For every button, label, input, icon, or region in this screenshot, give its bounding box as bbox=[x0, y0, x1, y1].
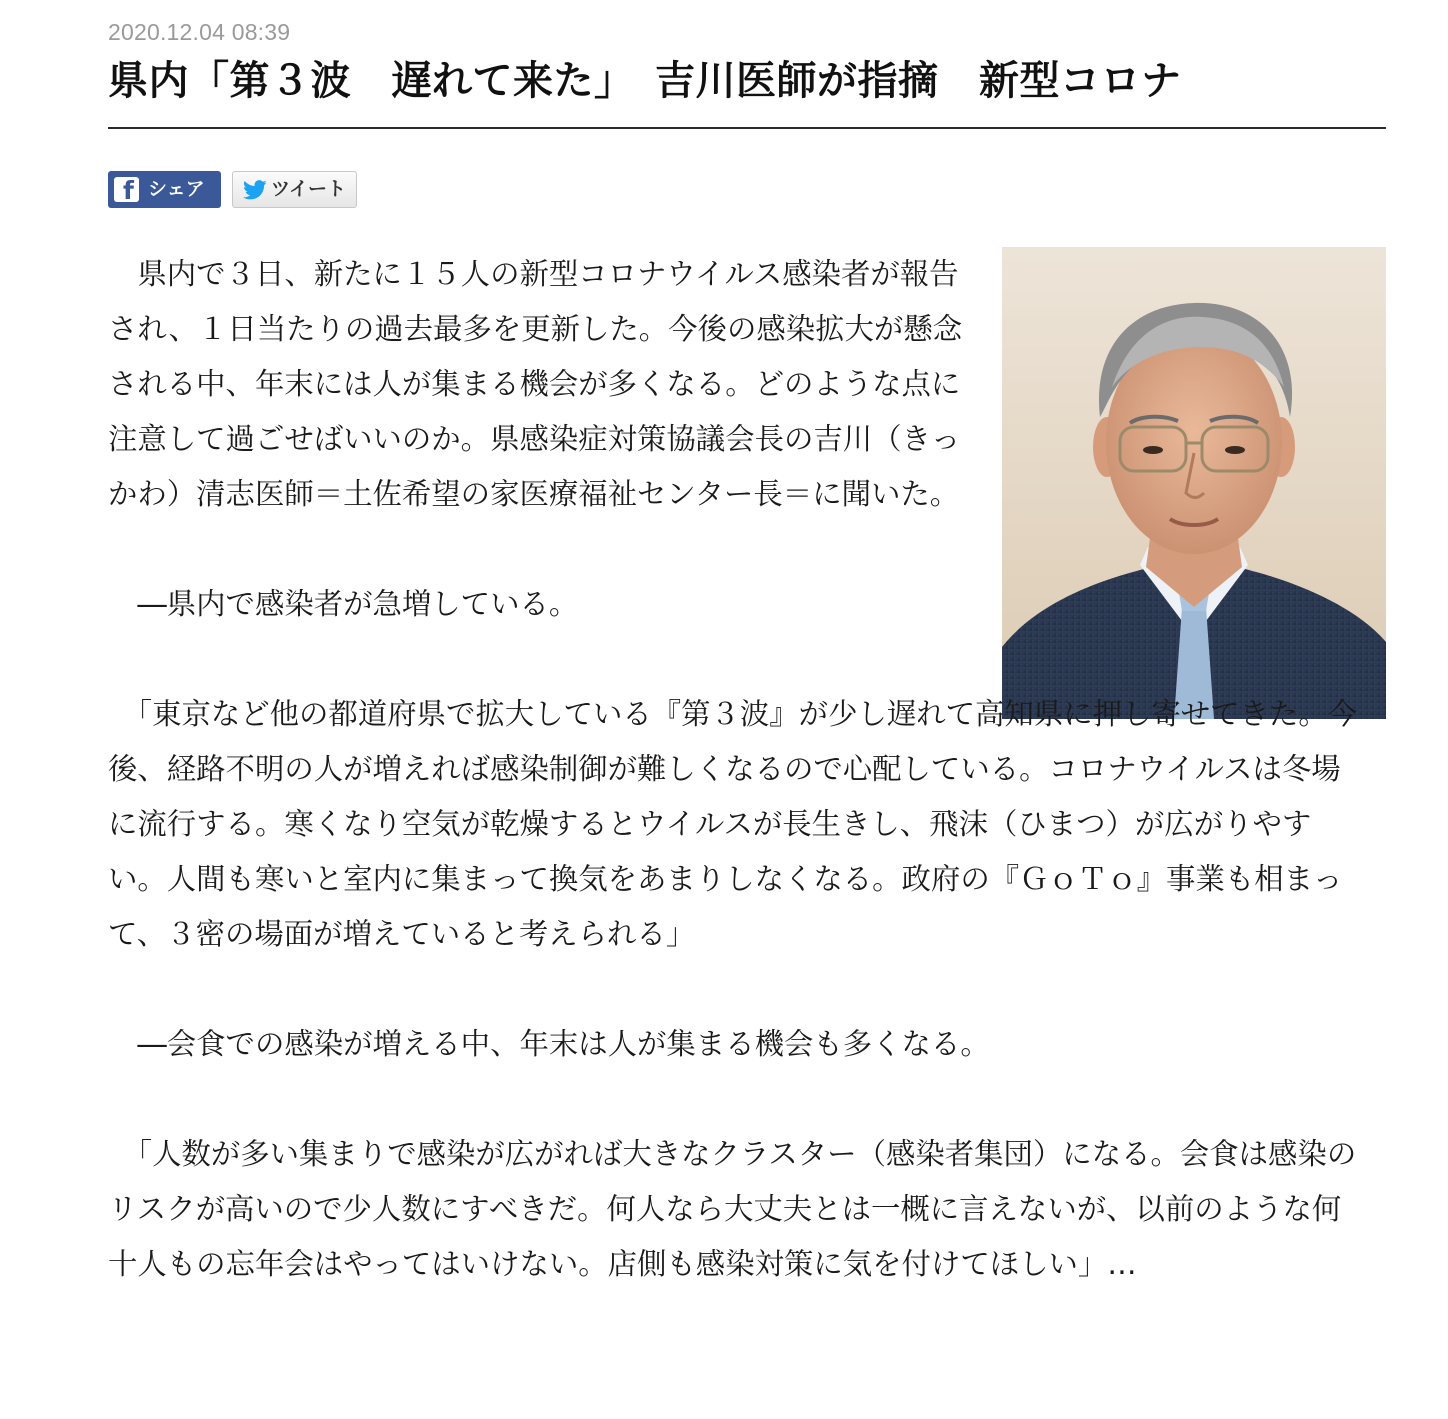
interview-answer: 「人数が多い集まりで感染が広がれば大きなクラスター（感染者集団）になる。会食は感染のリスクが高いので少人数にすべきだ。何人なら大丈夫とは一概に言えないが、以前のような何十人もの忘年会はやってはいけない。店側も感染対策に気を付けてほしい」… bbox=[108, 1137, 1357, 1281]
twitter-tweet-label: ツイート bbox=[271, 178, 347, 200]
facebook-share-label: シェア bbox=[148, 178, 205, 200]
facebook-share-button[interactable] bbox=[108, 171, 221, 208]
article-headline: 県内「第３波 遅れて来た」 吉川医師が指摘 新型コロナ bbox=[108, 58, 1182, 104]
headline-divider bbox=[108, 127, 1386, 129]
interview-question: ―会食での感染が増える中、年末は人が集まる機会も多くなる。 bbox=[108, 1027, 990, 1061]
article-paragraph: 県内で３日、新たに１５人の新型コロナウイルス感染者が報告され、１日当たりの過去最多を更新した。今後の感染拡大が懸念される中、年末には人が集まる機会が多くなる。どのような点に注意して過ごせばいいのか。県感染症対策協議会長の吉川（きっかわ）清志医師＝土佐希望の家医療福祉センター長＝に聞いた。 bbox=[108, 257, 963, 511]
interview-answer: 「東京など他の都道府県で拡大している『第３波』が少し遅れて高知県に押し寄せてきた。今後、経路不明の人が増えれば感染制御が難しくなるので心配している。コロナウイルスは冬場に流行する。寒くなり空気が乾燥するとウイルスが長生きし、飛沫（ひまつ）が広がりやすい。人間も寒いと室内に集まって換気をあまりしなくなる。政府の『ＧｏＴｏ』事業も相まって、３密の場面が増えていると考えられる」 bbox=[108, 697, 1358, 951]
facebook-icon: f bbox=[114, 177, 139, 202]
twitter-tweet-button[interactable] bbox=[232, 171, 357, 208]
article-timestamp: 2020.12.04 08:39 bbox=[108, 19, 291, 45]
interview-question: ―県内で感染者が急増している。 bbox=[108, 587, 579, 621]
twitter-bird-icon bbox=[242, 180, 268, 200]
article-body bbox=[108, 247, 1386, 1347]
